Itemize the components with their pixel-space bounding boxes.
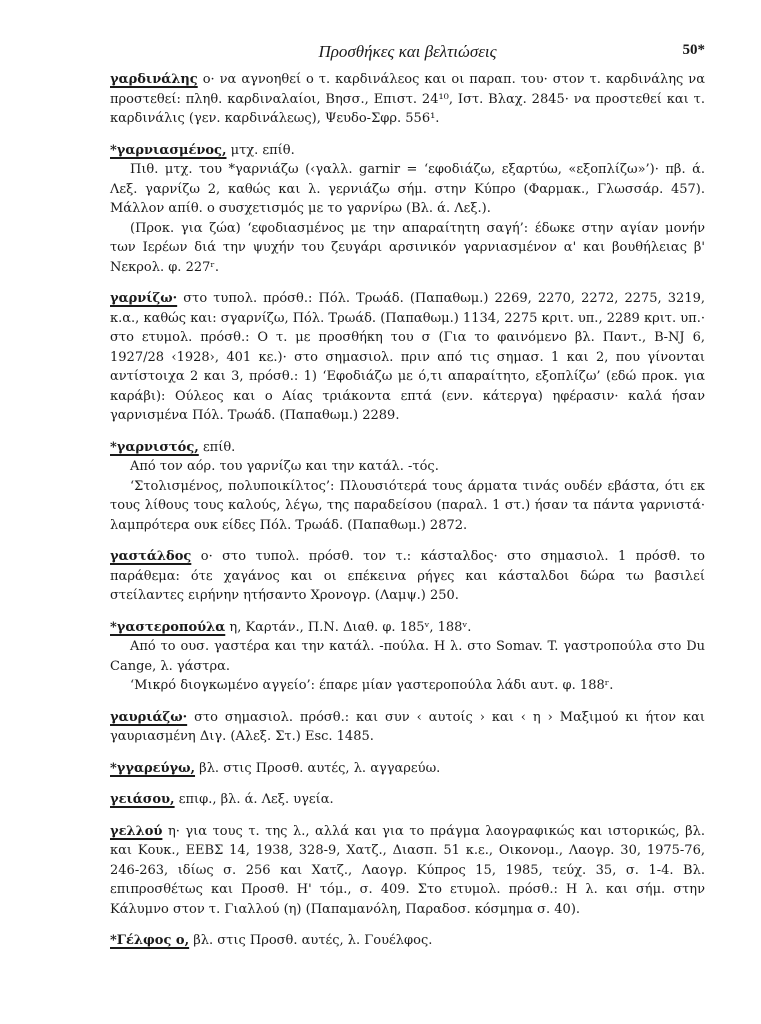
entry-first-line: [110, 289, 705, 426]
entry-lemma: γαστάλδος: [110, 549, 192, 564]
entry-text: ο· να αγνοηθεί ο τ. καρδινάλεος και οι παραπ. του· στον τ. καρδινάλης να προστεθεί: πληθ. καρδιναλαίοι, Βησσ., Επιστ. 24¹⁰, Ιστ. Βλαχ. 2845· να προστεθεί και τ. καρδινάλις (γεν. καρδινάλεως), Ψευδο-Σφρ. 556¹.: [110, 72, 705, 126]
entry-text: ‘Μικρό διογκωμένο αγγείο’: έπαρε μίαν γαστεροπούλα λάδι αυτ. φ. 188ʳ.: [130, 678, 614, 693]
dictionary-entry: [110, 790, 705, 810]
entry-paragraph: [110, 676, 705, 696]
entry-text: επίθ.: [202, 439, 236, 455]
entry-paragraph: [110, 219, 705, 278]
entry-first-line: [110, 790, 705, 810]
page: [110, 30, 705, 963]
entry-paragraph: [110, 457, 705, 477]
entry-paragraph: [110, 637, 705, 676]
entry-text: στο τυπολ. πρόσθ.: Πόλ. Τρωάδ. (Παπαθωμ.) 2269, 2270, 2272, 2275, 3219, κ.α., καθώς και: σγαρνίζω, Πόλ. Τρωάδ. (Παπαθωμ.) 1134, 2275 κριτ. υπ., 2289 κριτ. υπ.· στο ετυμολ. πρόσθ.: Ο τ. με προσθήκη του σ (Για το φαινόμενο βλ. Παντ., Β-NJ 6, 1927/28 ‹1928›, 401 κε.)· στο σημασιολ. πριν από τις σημασ. 1 και 2, που γίνονται αντίστοιχα 2 και 3, πρόσθ.: 1) ‘Εφοδιάζω με ό,τι απαραίτητο, εξοπλίζω’ (εδώ προκ. για καράβι): Ούλεος και ο Αίας τριάκοντα επτά (ενν. κάτεργα) ηφέρασιν· καλά ήσαν γαρνισμένα Πόλ. Τρωάδ. (Παπαθωμ.) 2289.: [110, 291, 705, 423]
entry-text: επιφ., βλ. ά. Λεξ. υγεία.: [178, 792, 334, 807]
entry-text: Πιθ. μτχ. του *γαρνιάζω (‹γαλλ. garnir = ‘εφοδιάζω, εξαρτύω, «εξοπλίζω»’)· πβ. ά. Λεξ. γαρνίζω 2, καθώς και λ. γερνιάζω σήμ. στην Κύπρο (Φαρμακ., Γλωσσάρ. 457). Μάλλον απίθ. ο συσχετισμός με το γαρνίρω (Βλ. ά. Λεξ.).: [110, 162, 705, 216]
entry-first-line: [110, 618, 705, 638]
entry-text: Από το ουσ. γαστέρα και την κατάλ. -πούλα. Η λ. στο Somav. T. γαστροπούλα στο Du Cange, λ. γάστρα.: [110, 639, 705, 674]
entry-first-line: [110, 70, 705, 129]
entry-first-line: [110, 438, 705, 458]
entry-first-line: [110, 547, 705, 606]
entry-lemma: *Γέλφος ο,: [110, 933, 190, 948]
entry-text: η· για τους τ. της λ., αλλά και για το πράγμα λαογραφικώς και ιστορικώς, βλ. και Κουκ., ΕΕΒΣ 14, 1938, 328-9, Χατζ., Διασπ. 51 κ.ε., Οικονομ., Λαογρ. 30, 1975-76, 246-263, ιδίως σ. 256 και Χατζ., Λαογρ. Κύπρος 15, 1985, τεύχ. 35, σ. 1-4. Βλ. επιπροσθέτως και Προσθ. Η' τόμ., σ. 409. Στο ετυμολ. πρόσθ.: Η λ. και σήμ. στην Κάλυμνο στον τ. Γιαλλού (η) (Παπαμανόλη, Παραδοσ. κόσμημα σ. 40).: [110, 823, 705, 917]
dictionary-entries: [110, 70, 705, 951]
entry-text: (Προκ. για ζώα) ‘εφοδιασμένος με την απαραίτητη σαγή’: έδωκε στην αγίαν μονήν των Ιερέων διά την ψυχήν του ζευγάρι αρσινικόν γαρνιασμένον α' και βουθήλειας β' Νεκρολ. φ. 227ʳ.: [110, 220, 705, 275]
entry-text: στο σημασιολ. πρόσθ.: και συν ‹ αυτοίς › και ‹ η › Μαξιμού κι ήτον και γαυριασμένη Διγ. (Αλεξ. Στ.) Esc. 1485.: [110, 709, 705, 744]
dictionary-entry: [110, 822, 705, 920]
entry-text: βλ. στις Προσθ. αυτές, λ. Γουέλφος.: [193, 933, 433, 948]
entry-lemma: γελλού: [110, 823, 163, 839]
entry-lemma: γαυριάζω·: [110, 709, 188, 725]
entry-first-line: [110, 708, 705, 747]
dictionary-entry: [110, 141, 705, 278]
entry-lemma: γαρδινάλης: [110, 72, 198, 87]
entry-text: Από τον αόρ. του γαρνίζω και την κατάλ. -τός.: [130, 459, 439, 474]
entry-text: η, Καρτάν., Π.Ν. Διαθ. φ. 185ᵛ, 188ᵛ.: [229, 619, 472, 635]
entry-lemma: *γαστεροπούλα: [110, 619, 226, 635]
entry-text: βλ. στις Προσθ. αυτές, λ. αγγαρεύω.: [199, 760, 441, 776]
running-header: [110, 30, 705, 70]
entry-first-line: [110, 822, 705, 920]
page-number: 50*: [682, 42, 705, 58]
entry-paragraph: [110, 477, 705, 536]
dictionary-entry: [110, 708, 705, 747]
entry-text: μτχ. επίθ.: [230, 142, 295, 158]
dictionary-entry: [110, 931, 705, 951]
entry-lemma: *γαρνιασμένος,: [110, 142, 227, 158]
entry-text: ‘Στολισμένος, πολυποικίλτος’: Πλουσιότερά τους άρματα τινάς ουδέν εβάστα, ότι εκ τους λίθους τους καλούς, λέγω, της παραδείσου (παραλ. 1 στ.) ήσαν τα πάντα γαρνιστά· λαμπρότερα ουκ είδες Πόλ. Τρωάδ. (Παπαθωμ.) 2872.: [110, 478, 705, 533]
entry-first-line: [110, 141, 705, 161]
entry-text: ο· στο τυπολ. πρόσθ. τον τ.: κάσταλδος· στο σημασιολ. 1 πρόσθ. το παράθεμα: ότε χαγάνος και οι επέκεινα ρήγες και κάσταλδοι δώρα τω βασιλεί στείλαντες ειρήνην ητήσαντο Χρονογρ. (Λαμψ.) 250.: [110, 549, 705, 603]
entry-lemma: γειάσου,: [110, 792, 175, 807]
dictionary-entry: [110, 438, 705, 536]
dictionary-entry: [110, 289, 705, 426]
entry-lemma: γαρνίζω·: [110, 291, 178, 306]
entry-lemma: *γγαρεύγω,: [110, 760, 196, 776]
dictionary-entry: [110, 70, 705, 129]
entry-first-line: [110, 759, 705, 779]
running-title: Προσθήκες και βελτιώσεις: [318, 42, 497, 61]
entry-lemma: *γαρνιστός,: [110, 439, 199, 455]
dictionary-entry: [110, 618, 705, 696]
dictionary-entry: [110, 759, 705, 779]
entry-paragraph: [110, 160, 705, 219]
dictionary-entry: [110, 547, 705, 606]
entry-first-line: [110, 931, 705, 951]
